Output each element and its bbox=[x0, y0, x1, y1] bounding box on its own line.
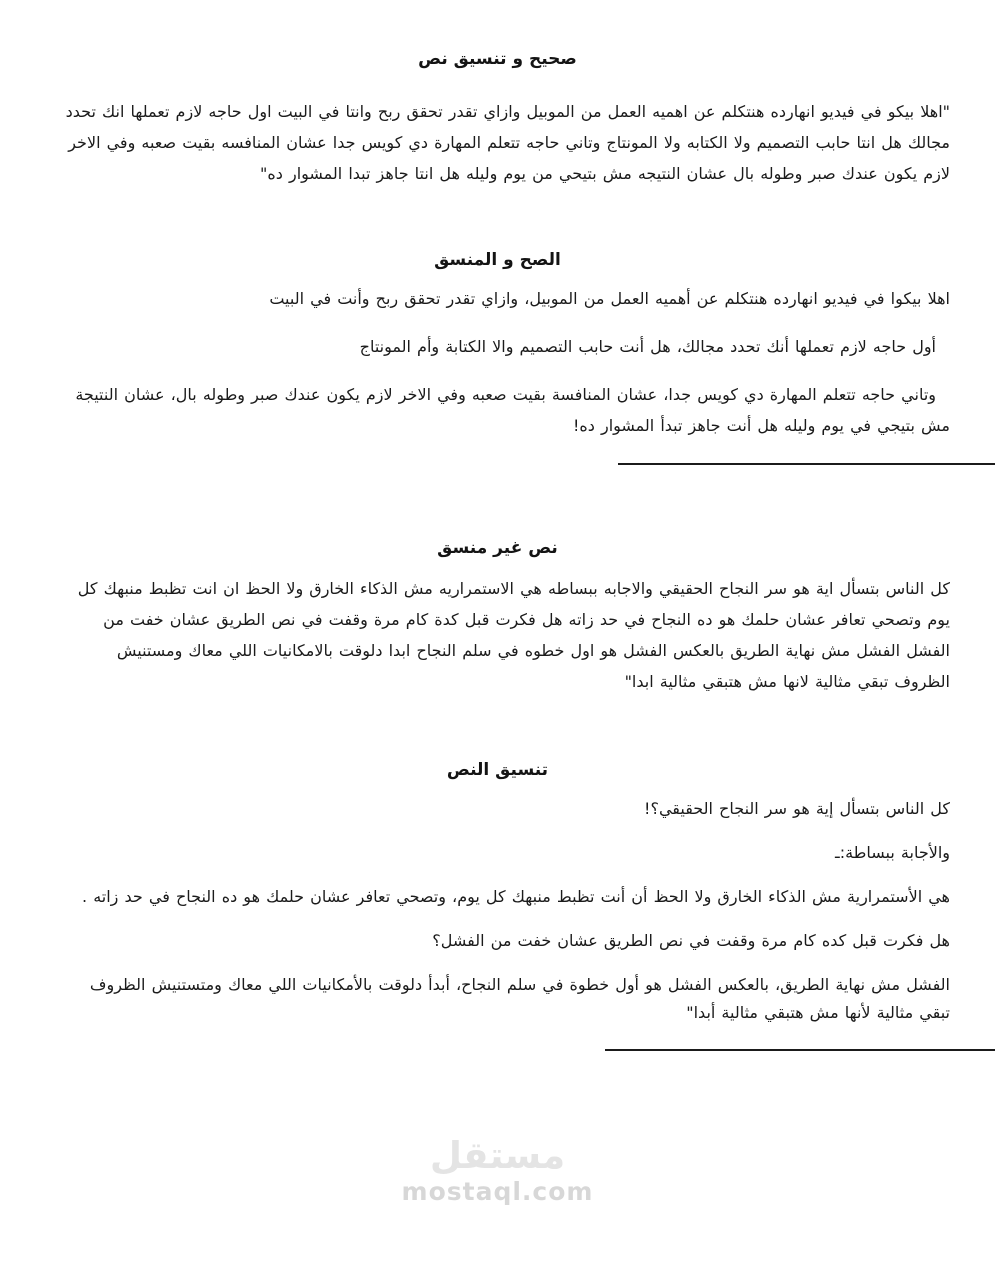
body-paragraph: الفشل مش نهاية الطريق، بالعكس الفشل هو أول خطوة في سلم النجاح، أبدأ دلوقت بالأمكانيات اللي معاك ومتستنيش الظروف تبقي مثالية لأنها مش هتبقي مثالية أبدا" bbox=[89, 975, 950, 1022]
divider-line bbox=[618, 463, 995, 465]
section-heading: تنسيق النص bbox=[446, 760, 549, 780]
section-heading: نص غير منسق bbox=[437, 538, 558, 558]
watermark bbox=[0, 1135, 995, 1205]
body-paragraph: وتاني حاجه تتعلم المهارة دي كويس جدا، عشان المنافسة بقيت صعبه وفي الاخر لازم يكون عندك صبر وطوله بال، عشان النتيجة مش بتيجي في يوم وليله هل أنت جاهز تبدأ المشوار ده! bbox=[75, 385, 950, 435]
body-paragraph: أول حاجه لازم تعملها أنك تحدد مجالك، هل أنت حابب التصميم والا الكتابة وأم المونتاج bbox=[359, 337, 936, 356]
divider-line bbox=[605, 1049, 995, 1051]
section-heading: الصح و المنسق bbox=[434, 250, 561, 270]
body-paragraph: هي الأستمرارية مش الذكاء الخارق ولا الحظ أن أنت تظبط منبهك كل يوم، وتصحي تعافر عشان حلمك هو ده النجاح في حد زاته . bbox=[82, 887, 950, 906]
section-heading: صحيح و تنسيق نص bbox=[418, 49, 577, 69]
body-paragraph: اهلا بيكوا في فيديو انهارده هنتكلم عن أهميه العمل من الموبيل، وازاي تقدر تحقق ربح وأنت في البيت bbox=[269, 289, 950, 308]
mostaql-url: mostaql.com bbox=[401, 1177, 594, 1206]
body-paragraph: كل الناس بتسأل اية هو سر النجاح الحقيقي والاجابه ببساطه هي الاستمراريه مش الذكاء الخارق ولا الحظ ان انت تظبط منبهك كل يوم وتصحي تعافر عشان حلمك هو ده النجاح في حد زاته هل فكرت قبل كدة كام مرة وقفت في نص الطريق عشان خفت من الفشل الفشل مش نهاية الطريق بالعكس الفشل هو اول خطوه في سلم النجاح ابدا دلوقت بالامكانيات اللي معاك ومستنيش الظروف تبقي مثالية لانها مش هتبقي مثالية ابدا" bbox=[77, 579, 950, 691]
body-paragraph: والأجابة ببساطة:ـ bbox=[835, 843, 950, 862]
body-paragraph: هل فكرت قبل كده كام مرة وقفت في نص الطريق عشان خفت من الفشل؟ bbox=[432, 931, 950, 950]
body-paragraph: "اهلا بيكو في فيديو انهارده هنتكلم عن اهميه العمل من الموبيل وازاي تقدر تحقق ربح وانتا في البيت اول حاجه لازم تعملها انك تحدد مجالك هل انتا حابب التصميم ولا الكتابه ولا المونتاج وتاني حاجه تتعلم المهارة دي كويس جدا عشان المنافسه بقيت صعبه وفي الاخر لازم يكون عندك صبر وطوله بال عشان النتيجه مش بتيحي من يوم وليله هل انتا جاهز تبدا المشوار ده" bbox=[65, 102, 950, 183]
body-paragraph: كل الناس بتسأل إية هو سر النجاح الحقيقي؟! bbox=[644, 799, 950, 818]
mostaql-logo: مستقل bbox=[429, 1134, 566, 1177]
